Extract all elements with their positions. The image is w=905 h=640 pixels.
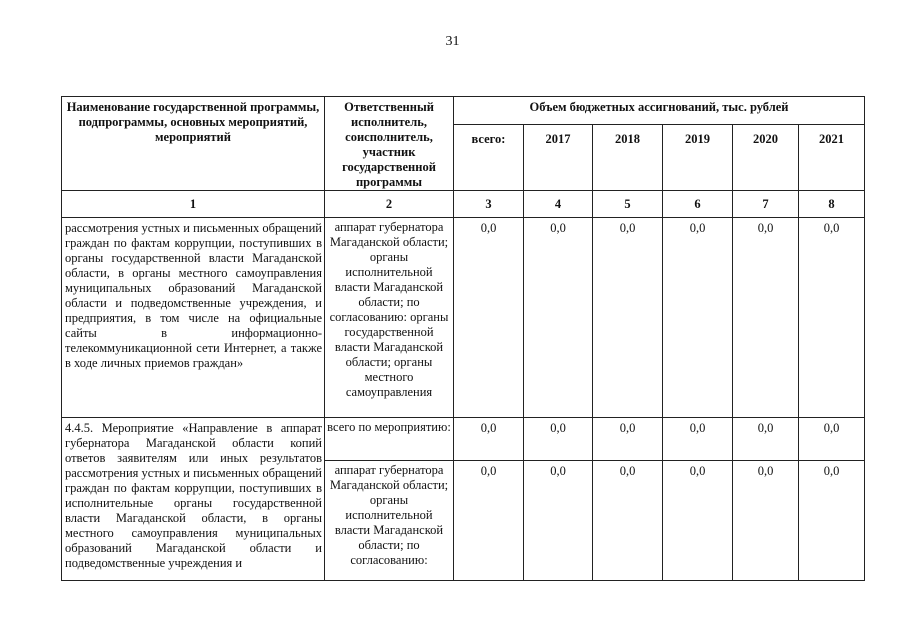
value-2020: 0,0 <box>733 418 799 461</box>
value-2017: 0,0 <box>524 418 593 461</box>
value-2018: 0,0 <box>593 461 663 581</box>
header-responsible: Ответственный исполнитель, соисполнитель, участник государственной программы <box>325 97 454 191</box>
value-2021: 0,0 <box>799 418 865 461</box>
responsible-executor: всего по мероприятию: <box>325 418 454 461</box>
value-2018: 0,0 <box>593 418 663 461</box>
header-year-total: всего: <box>454 124 524 190</box>
value-total: 0,0 <box>454 218 524 418</box>
budget-table <box>61 96 865 581</box>
responsible-executor: аппарат губернатора Магаданской области; органы исполнительной власти Магаданской области; по согласованию: органы государственной власти Магаданской области; органы местного самоуправления <box>325 218 454 418</box>
header-year-2018: 2018 <box>593 124 663 190</box>
table-row <box>62 418 865 461</box>
header-year-2017: 2017 <box>524 124 593 190</box>
value-2019: 0,0 <box>663 461 733 581</box>
responsible-executor: аппарат губернатора Магаданской области; органы исполнительной власти Магаданской области; по согласованию: <box>325 461 454 581</box>
column-number-row <box>62 191 865 218</box>
header-year-2019: 2019 <box>663 124 733 190</box>
header-budget-volume: Объем бюджетных ассигнований, тыс. рублей <box>454 97 865 125</box>
value-2017: 0,0 <box>524 218 593 418</box>
table-row <box>62 218 865 418</box>
value-2019: 0,0 <box>663 418 733 461</box>
activity-description: рассмотрения устных и письменных обращений граждан по фактам коррупции, поступивших в органы государственной власти Магаданской области, в органы местного самоуправления муниципальных образований Магаданской области и подведомственные учреждения, и предприятия, в том числе на официальные сайты в информационно-телекоммуникационной сети Интернет, а также в ходе личных приемов граждан» <box>62 218 325 418</box>
value-total: 0,0 <box>454 461 524 581</box>
value-2017: 0,0 <box>524 461 593 581</box>
value-2021: 0,0 <box>799 461 865 581</box>
value-total: 0,0 <box>454 418 524 461</box>
column-number: 1 <box>62 191 325 218</box>
header-name: Наименование государственной программы, подпрограммы, основных мероприятий, мероприятий <box>62 97 325 191</box>
value-2018: 0,0 <box>593 218 663 418</box>
value-2020: 0,0 <box>733 218 799 418</box>
activity-description: 4.4.5. Мероприятие «Направление в аппарат губернатора Магаданской области копий ответов заявителям или иных результатов рассмотрения устных и письменных обращений граждан по фактам коррупции, поступивших в исполнительные органы государственной власти Магаданской области, в органы местного самоуправления муниципальных образований Магаданской области и подведомственные учреждения и <box>62 418 325 581</box>
value-2021: 0,0 <box>799 218 865 418</box>
header-year-2021: 2021 <box>799 124 865 190</box>
value-2020: 0,0 <box>733 461 799 581</box>
header-year-2020: 2020 <box>733 124 799 190</box>
header-row-top <box>62 97 865 125</box>
column-number: 3 <box>454 191 524 218</box>
column-number: 8 <box>799 191 865 218</box>
column-number: 7 <box>733 191 799 218</box>
value-2019: 0,0 <box>663 218 733 418</box>
column-number: 6 <box>663 191 733 218</box>
column-number: 4 <box>524 191 593 218</box>
page-number: 31 <box>445 34 460 49</box>
column-number: 2 <box>325 191 454 218</box>
column-number: 5 <box>593 191 663 218</box>
